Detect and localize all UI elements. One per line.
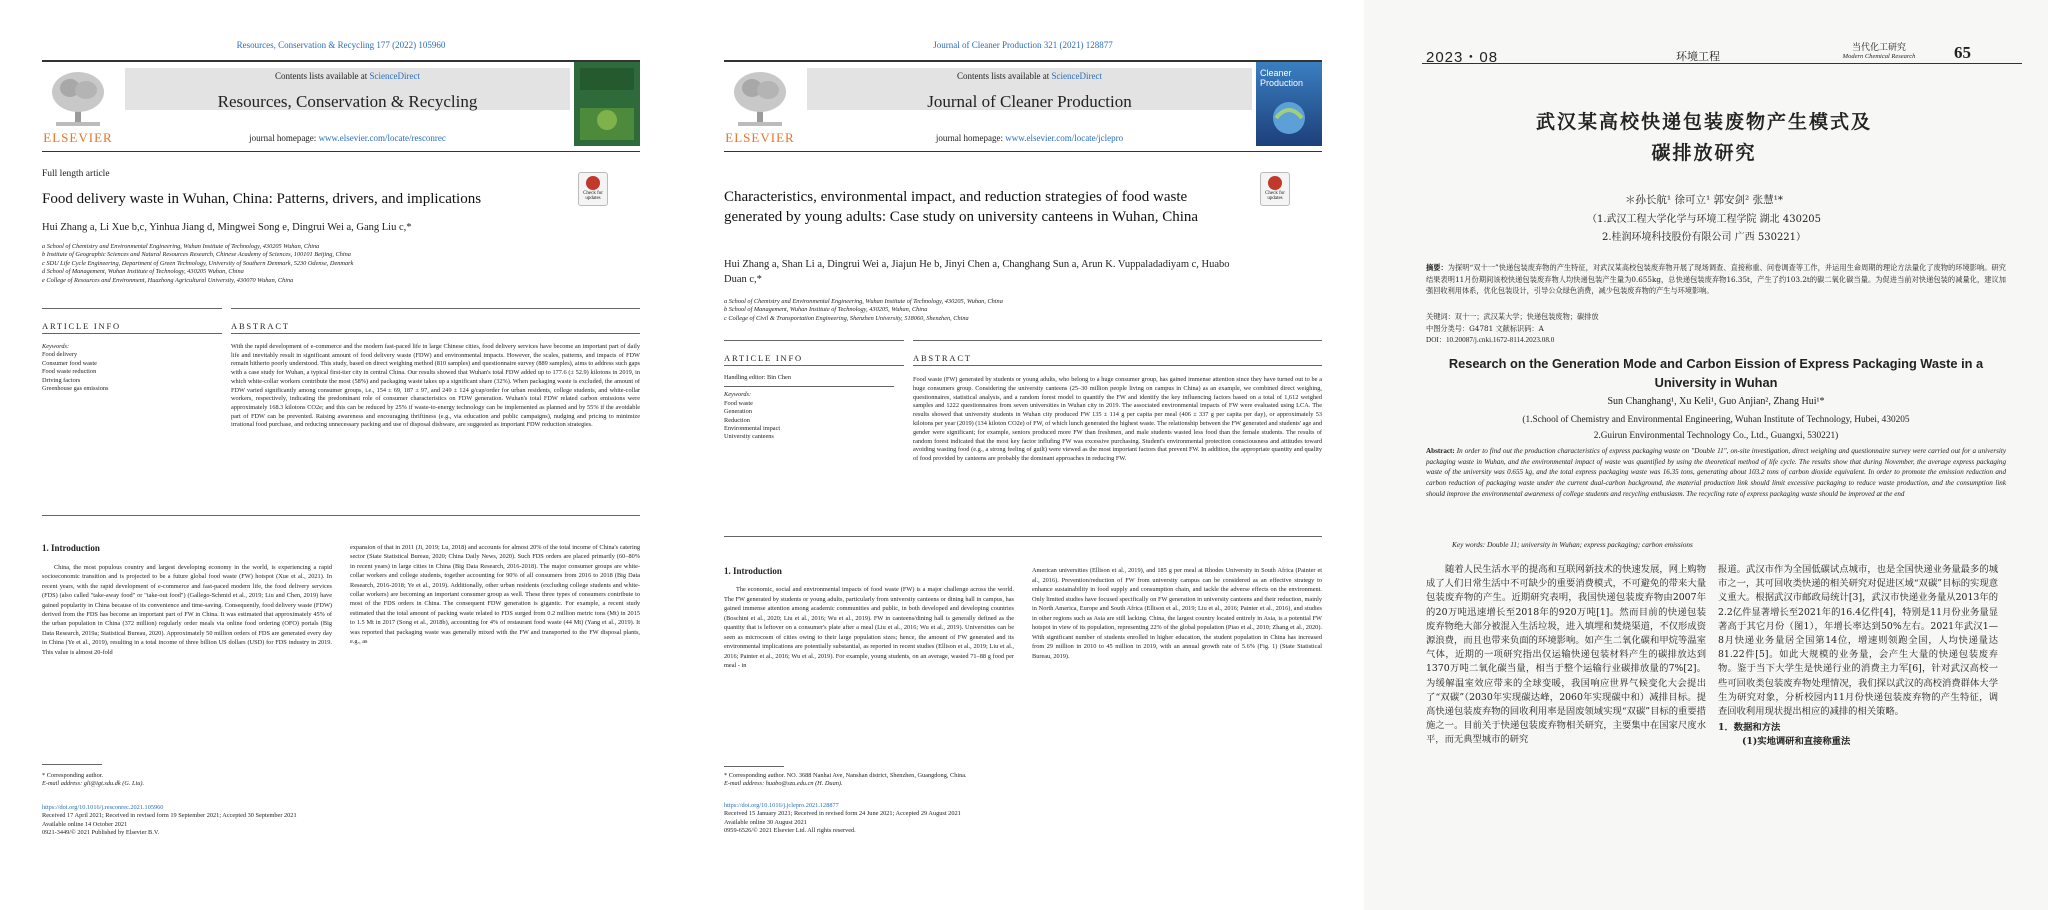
bookmark-icon	[586, 176, 600, 190]
publisher-name: ELSEVIER	[725, 130, 795, 145]
abstract-cn	[1426, 262, 2006, 297]
body-column-2	[1718, 563, 1998, 750]
keywords-block	[42, 343, 222, 393]
homepage-link[interactable]: www.elsevier.com/locate/jclepro	[1005, 133, 1124, 143]
sciencedirect-link[interactable]: ScienceDirect	[369, 71, 420, 81]
article-info-block	[724, 374, 904, 442]
check-for-updates-badge[interactable]: Check for updates	[1260, 172, 1290, 206]
footnote-rule	[724, 766, 784, 767]
abstract-label-en: Abstract:	[1426, 447, 1455, 455]
abstract-text-en: In order to find out the production characteristics of express packaging waste on "Double 11", on-site investigation, direct weighing and questionnaire survey were carried out for a university packaging waste in Wuhan, and the environmental impact of waste was quantified by using the theoretical method of life cycle. The results show that during November, the average express packaging waste of the university was 0.655 kg, and the total express packaging waste was 16.35 tons, generating about 103.2 tons of carbon dioxide equivalent. In order to promote the emission reduction and carbon reduction of packaging waste under the current dual-carbon background, the material production link should limit excessive packaging to reduce waste production, and the consumption link should improve the environmental awareness of college students and recycling enthusiasm. The recycling rate of express packaging waste should be improved at the end	[1426, 447, 2006, 498]
footnote-rule	[42, 764, 102, 765]
contents-line: Contents lists available at	[275, 71, 368, 81]
bookmark-icon	[1268, 176, 1282, 190]
check-for-updates-badge[interactable]: Check for updates	[578, 172, 608, 206]
abstract-text: With the rapid development of e-commerce and the modern fast-paced life in large Chinese cities, food delivery services have become an important part of daily life and inevitably result in significant amount of food delivery waste (FDW) and environmental impacts. However, the scales, patterns, and impacts of FDW remain hitherto poorly understood. This study, based on direct weighing method (810 samples) and questionnaire survey (889 samples), aims to address such gaps with a case study for Wuhan, a typical first-tier city in central China. Our results showed that Wuhan's total FDW added up to 177.6 (± 52.9) kilotons in 2019, in which white-collar workers contribute the most (58%) and packaging waste takes up a significant share (32%). When packaging waste is excluded, the amount of FDW varied significantly among consumer groups, i.e., 154 ± 69, 187 ± 97, and 249 ± 124 g/cap/order for urban residents, college students, and white-collar workers, respectively, indicating the predominant role of consumer characteristics on FDW generation. Wuhan's total FDW related carbon emissions were approximately 168.3 kilotons CO2e; and this can be reduced by 25% if waste-to-energy technology can be implemented as planned and by 55% if the avoidable part of FDW can be prevented. Raising awareness and encouraging thriftiness (e.g., via education and public campaigns), nudging and pricing to minimize irrational food purchase, and reducing unnecessary packing and use of disposal dishware, are suggested as important FDW reduction strategies.	[231, 343, 640, 429]
affiliation: a School of Chemistry and Environmental Engineering, Wuhan Institute of Technology, 430205, Wuhan, China	[724, 298, 1003, 305]
affiliation: e College of Resources and Environment, Huazhong Agricultural University, 430070 Wuhan, China	[42, 276, 294, 284]
keyword: Reduction	[724, 416, 750, 424]
journal-name-cn: 当代化工研究	[1851, 43, 1906, 53]
header-rule-bottom	[724, 151, 1322, 152]
section-heading: 1．数据和方法	[1718, 722, 1781, 734]
divider	[231, 333, 640, 334]
keyword: Consumer food waste	[42, 359, 97, 367]
title-line: 武汉某高校快递包装废物产生模式及	[1535, 111, 1872, 133]
page-number: 65	[1954, 43, 1971, 62]
abstract-text: Food waste (FW) generated by students or young adults, who belong to a huge consumer group, has gained immense attention since they have turned out to be a huge consumers group. Considering the university canteens (25–30 million people living on campus in China) as an example, we combined direct weighing, questionnaires, statistical analysis, and a random forest model to quantify the FW and identify the key influencing factors based on a total of 1,612 weighed samples and 1222 questionnaires from seven universities in Wuhan city in 2019. The associated environmental impacts of FW were evaluated using LCA. The results showed that university students in Wuhan city produced FW 135 ± 114 g per capita per meal (406 ± 337 g per capita per day), or approximately 53 kilotons per year (2019) (134 kiloton CO2e) of FW, of which lunch generated the highest waste. The relationship between the FW generated and students' age and gender were significant; for example, seniors produced more FW than freshmen, and male students wasted less food than the female students. The results of random forest indicated that the most key factor influfing FW was excessive purchasing. Student's environmental protection consciousness and attitudes toward avoiding wasting food (e.g., a strong feeling of guilt) were viewed as the most important factors that prevent FW. In addition, the appropriate quantity and quality of food provided by canteens are probably the dominant approaches in reducing FW.	[913, 376, 1322, 463]
affiliation-list	[42, 243, 602, 285]
cover-title: Cleaner Production	[1260, 68, 1304, 88]
abstract-text-cn: 为探明“双十一”快递包装废弃物的产生特征，对武汉某高校包装废弃物开展了现场调查、直接称重、问卷调查等工作，并运用生命周期的理论方法量化了废物的环境影响。研究结果表明11月份期间该校快递包装废弃物人均快递包装产生量为0.655kg，总快递包装废弃物16.35t，产生了约103.2t的碳二氧化碳当量。为促进当前对快递包装的减量化，建议加强回收利用体系，优化包装设计，引导公众绿色消费，减少包装废弃物的产生与环境影响。	[1426, 263, 2006, 296]
divider	[724, 365, 904, 366]
header-rule	[1422, 63, 2022, 64]
header-rule-bottom	[42, 151, 640, 152]
section-heading: 1. Introduction	[42, 543, 100, 553]
affiliation: c SDU Life Cycle Engineering, Department of Green Technology, University of Southern Denmark, 5230 Odense, Denmark	[42, 259, 354, 267]
homepage-link[interactable]: www.elsevier.com/locate/resconrec	[318, 133, 446, 143]
publisher-name: ELSEVIER	[43, 130, 113, 145]
keyword: Food waste reduction	[42, 368, 97, 376]
divider	[724, 340, 904, 341]
keywords-label: Keywords:	[42, 343, 70, 350]
journal-cover	[1256, 62, 1322, 146]
article-title: Food delivery waste in Wuhan, China: Patterns, drivers, and implications	[42, 191, 482, 207]
online-date: Available online 14 October 2021	[42, 820, 128, 828]
intro-column-2: American universities (Ellison et al., 2019), and 185 g per meal at Rhodes University in South Africa (Painter et al., 2016). Prevention/reduction of FW from university campus can be considered as an effective strategy to enhance sustainability in food supply and consumption chain, and tackle the adverse effects on the environment. Only limited studies have focused specifically on FW generation in university canteens and their reduction, mainly in North America, Europe and South Africa (Ellison et al., 2019; Liu et al., 2016; Painter et al., 2016), and studies in other regions such as Asia are still lacking. China, the largest country located entirely in Asia, is a potential FW hotspot in view of its population, representing 22% of the global population (Piao et al., 2010; Zhang et al., 2020). With significant number of students enrolled in higher education, the student population in China has increased from 29 million in 2010 to 45 million in 2019, with an annual growth rate of 5.6% (Fig. 1) (State Statistical Bureau, 2019).	[1032, 567, 1322, 660]
author-list-cn: ＊孙长航¹ 徐可立¹ 郭安剑² 张慧¹*	[1624, 194, 1784, 206]
body-column-1: 随着人民生活水平的提高和互联网新技术的快速发展，网上购物成了人们日常生活中不可缺少的重要消费模式，不可避免的带来大量包装废弃物的产生。近期研究表明，我国快递包装废弃物由2007年的20万吨迅速增长至2018年的920万吨[1]。然而目前的快递包装废弃物绝大部分被混入生活垃圾，进入填埋和焚烧渠道，不仅形成资源浪费，而且也带来负面的环境影响。如产生二氧化碳和甲烷等温室气体，近期的一项研究指出仅运输快递包装材料产生的碳排放达到1370万吨二氧化碳当量，相当于整个运输行业碳排放量的7%[2]。为缓解温室效应带来的全球变暖，我国响应世界气候变化大会提出了“双碳”（2030年实现碳达峰，2060年实现碳中和）减排目标。提高快递包装废弃物的回收利用率是固废领域实现“双碳”目标的重要措施之一。目前关于快递包装废弃物相关研究，主要集中在国家尺度水平，而无典型城市的研究	[1426, 564, 1706, 746]
header-rule	[724, 60, 1322, 62]
divider	[913, 340, 1322, 341]
affiliation-cn	[1404, 211, 2004, 247]
received-dates: Received 17 April 2021; Received in revised form 19 September 2021; Accepted 30 September 2021	[42, 812, 297, 820]
journal-cover	[574, 62, 640, 146]
keyword: Greenhouse gas emissions	[42, 385, 109, 393]
email-line: E-mail address: huabo@szu.edu.cn (H. Duan).	[724, 780, 843, 788]
homepage-label: journal homepage:	[935, 133, 1004, 143]
journal-name-en: Modern Chemical Research	[1842, 53, 1916, 60]
intro-column-2: expansion of that in 2011 (Ji, 2019; Lu, 2018) and accounts for almost 20% of the total income of China's catering sector (State Statistical Bureau, 2020; China Daily News, 2020). Such FDS orders are placed primarily (60–80% in recent years) in large cities in China (Big Data Research, 2016-2018). The major consumer groups are white-collar workers and college students, together accounting for 90% of all consumers from 2016 to 2018 (Big Data Research, 2016-2018; Ye et al., 2019). Additionally, other urban residents (excluding college students and white-collar workers) are becoming an important consumer group as well. These three types of consumers contribute to most of the FDS orders in China. The consequent FDW generation is gigantic. For example, a recent study estimated that the total amount of packing waste related to FDS surged from 0.2 million metric tons (Mt) in 2015 to 1.5 Mt in 2017 (Song et al., 2018b), accounting for 4% of restaurant food waste (44 Mt) (Yang et al., 2019). It was reported that packaging waste was generally mixed with the FW and transported to the FW disposal plants, e.g., as	[350, 544, 640, 646]
article-info-heading: ARTICLE INFO	[724, 353, 803, 363]
paper-page-3	[1364, 0, 2048, 910]
keywords-cn: 关键词：双十一；武汉某大学；快递包装废物；碳排放	[1426, 312, 1599, 321]
author-list-en: Sun Changhang¹, Xu Keli¹, Guo Anjian², Zhang Hui¹*	[1607, 396, 1825, 407]
copyright: 0959-6526/© 2021 Elsevier Ltd. All rights reserved.	[724, 827, 856, 835]
paper-page-2	[682, 0, 1364, 910]
divider	[42, 308, 222, 309]
divider	[913, 365, 1322, 366]
affiliation: 2.桂润环境科技股份有限公司 广西 530221）	[1601, 232, 1807, 243]
affiliation: (1.School of Chemistry and Environmental Engineering, Wuhan Institute of Technology, Hubei, 430205	[1522, 415, 1910, 425]
affiliation: 2.Guirun Environmental Technology Co., Ltd., Guangxi, 530221)	[1593, 430, 1839, 441]
affiliation: （1.武汉工程大学化学与环境工程学院 湖北 430205	[1586, 214, 1822, 225]
tree-icon	[48, 70, 108, 128]
affiliation-list	[724, 298, 1284, 323]
keyword: Environmental impact	[724, 425, 781, 433]
abstract-en	[1426, 446, 2006, 500]
divider	[724, 536, 1322, 537]
divider	[42, 333, 222, 334]
email-line: E-mail address: gli@igt.sdu.dk (G. Liu).	[42, 780, 145, 788]
affiliation: d School of Management, Wuhan Institute of Technology, 430205 Wuhan, China	[42, 268, 244, 276]
contents-line: Contents lists available at	[957, 71, 1050, 81]
keyword: Driving factors	[42, 376, 81, 384]
journal-name: Journal of Cleaner Production	[927, 92, 1132, 111]
classification: 中图分类号：G4781 文献标识码：A	[1426, 324, 1544, 333]
keywords-en: Key words: Double 11; university in Wuhan; express packaging; carbon emissions	[1452, 540, 1693, 549]
paper-page-1	[0, 0, 682, 910]
doi-link[interactable]: https://doi.org/10.1016/j.jclepro.2021.128877	[724, 802, 839, 809]
abstract-heading: ABSTRACT	[913, 353, 972, 363]
divider	[231, 308, 640, 309]
sciencedirect-link[interactable]: ScienceDirect	[1051, 71, 1102, 81]
intro-column-1: China, the most populous country and largest developing economy in the world, is experiencing a rapid socioeconomic transition and is projected to be a future global food waste (FW) hotspot (Xue et al., 2021). In recent years, with the rapid development of e-commerce and fast-paced modern life, the food delivery services (FDS) (also called "take-away food" or "take-out food") (Gallego-Schmid et al., 2019; Liu and Chen, 2019) have gained popularity in China because of its convenience and time-saving. Consequently, food delivery waste (FDW) derived from the FDS has become an important part of FW in China. It was estimated that approximately 45% of the urban population in China (372 million) regularly order meals via online food ordering (OFO) portals (Big Data Research, 2019a; Statistical Bureau, 2020). Approximately 50 million orders of FDS are generated every day in China (Ye et al., 2019), resulting in a total income of three billion US dollars (USD) for FDS industry in 2019. This value is almost 20-fold	[42, 564, 332, 656]
tree-icon	[730, 70, 790, 128]
author-list: Hui Zhang a, Shan Li a, Dingrui Wei a, Jiajun He b, Jinyi Chen a, Changhang Sun a, Arun K. Vuppaladadiyam c, Huabo Duan c,*	[724, 259, 1230, 285]
corresponding-author: * Corresponding author.	[42, 772, 104, 779]
affiliation: a School of Chemistry and Environmental Engineering, Wuhan Institute of Technology, 430205 Wuhan, China	[42, 243, 320, 250]
homepage-label: journal homepage:	[249, 133, 317, 143]
keyword: Food delivery	[42, 351, 78, 359]
author-list: Hui Zhang a, Li Xue b,c, Yinhua Jiang d, Mingwei Song e, Dingrui Wei a, Gang Liu c,*	[42, 222, 412, 233]
journal-masthead	[1819, 43, 1939, 61]
corresponding-author: * Corresponding author. NO. 3688 Nanhai Ave, Nanshan district, Shenzhen, Guangdong, China.	[724, 772, 967, 779]
handling-editor: Handling editor: Bin Chen	[724, 374, 791, 381]
keyword: Generation	[724, 408, 752, 416]
publication-info	[42, 804, 602, 838]
copyright: 0921-3449/© 2021 Published by Elsevier B.V.	[42, 829, 160, 837]
section-heading: 1. Introduction	[724, 566, 782, 576]
article-title: Characteristics, environmental impact, and reduction strategies of food waste generated by young adults: Case study on university canteens in Wuhan, China	[724, 189, 1199, 225]
article-title-cn	[1404, 107, 2004, 169]
abstract-label-cn: 摘要：	[1426, 263, 1448, 272]
issue-date: 2023・08	[1426, 49, 1499, 66]
journal-reference[interactable]: Journal of Cleaner Production 321 (2021) 128877	[933, 40, 1113, 50]
affiliation: c College of Civil & Transportation Engineering, Shenzhen University, 518060, Shenzhen, China	[724, 314, 969, 322]
footnotes	[724, 772, 1284, 789]
publication-info	[724, 802, 1284, 836]
online-date: Available online 30 August 2021	[724, 818, 807, 826]
doi-cn[interactable]: DOI：10.20087/j.cnki.1672-8114.2023.08.0	[1426, 336, 1555, 344]
section-name: 环境工程	[1676, 50, 1720, 63]
affiliation: b School of Management, Wuhan Institute of Technology, 430205, Wuhan, China	[724, 306, 928, 314]
title-line: 碳排放研究	[1651, 142, 1757, 164]
journal-homepage	[125, 133, 570, 143]
affiliation: b Institute of Geographic Sciences and Natural Resources Research, Chinese Academy of Sciences, 100101 Beijing, China	[42, 251, 351, 259]
article-title-en: Research on the Generation Mode and Carbon Eission of Express Packaging Waste in a University in Wuhan	[1448, 356, 1984, 390]
footnotes	[42, 772, 602, 789]
elsevier-logo	[42, 70, 114, 148]
received-dates: Received 15 January 2021; Received in revised form 24 June 2021; Accepted 29 August 2021	[724, 810, 961, 818]
intro-column-1: The economic, social and environmental impacts of food waste (FW) is a major challenge across the world. The FW generated by students or young adults, particularly from university canteens or dining hall in campus, has gained immense attention among academic communities and public, in both developed and developing countries (Boschini et al., 2020; Liu et al., 2016; Wu et al., 2019). FW in canteens/dining hall is generally defined as the quantity that is leftover on a consumer's plate after a meal (Liu et al., 2016; Wu et al., 2019). Universities can be seen as microcosm of cities owing to their large population sizes; hence, the amount of FW generated and its environmental implications are potentially substantial, as reported in recent studies (Ellison et al., 2019; Liu et al., 2016; Painter et al., 2016; Wu et al., 2019). For example, young students, on an average, wasted 71–88 g food per meal - in	[724, 586, 1014, 669]
subsection-heading: (1)实地调研和直接称重法	[1742, 736, 1851, 748]
keyword: Food waste	[724, 399, 753, 407]
journal-homepage	[807, 133, 1252, 143]
journal-reference[interactable]: Resources, Conservation & Recycling 177 (2022) 105960	[236, 40, 446, 50]
keywords-label: Keywords:	[724, 391, 752, 399]
article-info-heading: ARTICLE INFO	[42, 321, 121, 331]
elsevier-logo	[724, 70, 796, 148]
affiliation-en	[1426, 413, 2006, 444]
header-rule	[42, 60, 640, 62]
keyword: University canteens	[724, 433, 774, 441]
body-paragraph: 报道。武汉市作为全国低碳试点城市，也是全国快递业务量最多的城市之一，其可回收类快递的相关研究对促进区域“双碳”目标的实现意义重大。根据武汉市邮政局统计[3]，武汉市快递业务量从2013年的2.2亿件显著增长至2021年的16.4亿件[4]，特别是11月份业务量显著高于其它月份（图1），年增长率达到50%左右。2021年武汉1—8月快递业务量居全国第14位，增速则领跑全国，人均快递量达81.22件[5]。如此大规模的业务量，会产生大量的快递包装废弃物。鉴于当下大学生是快递行业的消费主力军[6]，针对武汉高校一些可回收类包装废弃物处理情况，我们探以武汉的高校消费群体大学生为研究对象，分析校园内11月份快递包装废弃物的产生特征，调查回收利用现状提出相应的减排的相关策略。	[1718, 564, 1998, 718]
divider	[724, 386, 894, 387]
doi-link[interactable]: https://doi.org/10.1016/j.resconrec.2021.105960	[42, 804, 164, 811]
journal-name: Resources, Conservation & Recycling	[217, 92, 478, 111]
abstract-heading: ABSTRACT	[231, 321, 290, 331]
article-type: Full length article	[42, 169, 110, 179]
divider	[42, 515, 640, 516]
